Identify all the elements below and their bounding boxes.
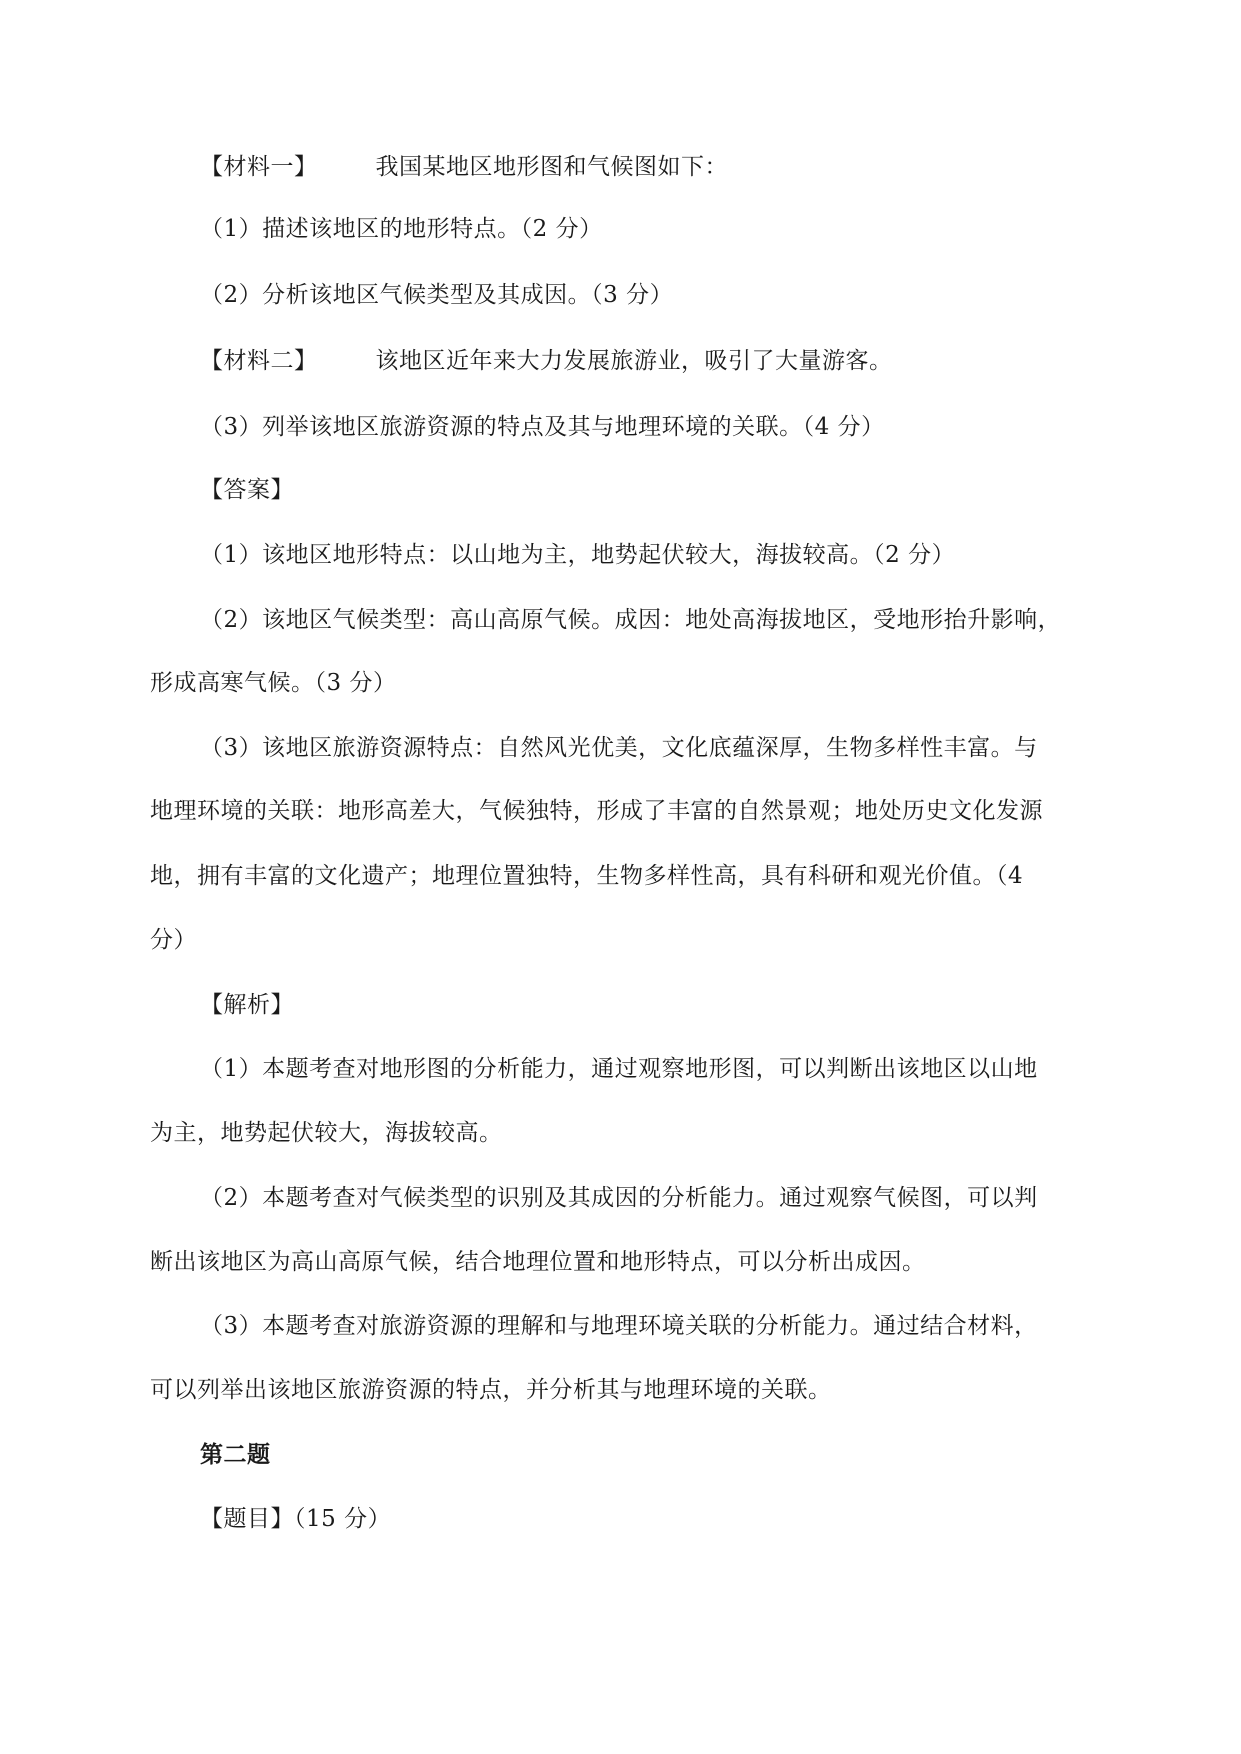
section-2-title: 第二题	[200, 1441, 271, 1468]
material-2-label: 【材料二】	[200, 348, 318, 374]
material-1-text: 我国某地区地形图和气候图如下：	[375, 154, 728, 180]
material-1-label: 【材料一】	[200, 154, 318, 180]
question-3: （3）列举该地区旅游资源的特点及其与地理环境的关联。（4 分）	[200, 414, 885, 440]
analysis-1-line-2: 为主，地势起伏较大，海拔较高。	[150, 1120, 503, 1146]
question-1: （1）描述该地区的地形特点。（2 分）	[200, 216, 603, 242]
answer-3-line-3: 地，拥有丰富的文化遗产；地理位置独特，生物多样性高，具有科研和观光价值。（4	[150, 863, 1024, 889]
analysis-2-line-1: （2）本题考查对气候类型的识别及其成因的分析能力。通过观察气候图，可以判	[200, 1185, 1038, 1211]
analysis-heading: 【解析】	[200, 992, 294, 1018]
answer-3-line-1: （3）该地区旅游资源特点：自然风光优美，文化底蕴深厚，生物多样性丰富。与	[200, 735, 1038, 761]
answer-1: （1）该地区地形特点：以山地为主，地势起伏较大，海拔较高。（2 分）	[200, 542, 956, 568]
analysis-2-line-2: 断出该地区为高山高原气候，结合地理位置和地形特点，可以分析出成因。	[150, 1249, 926, 1275]
answer-2-line-2: 形成高寒气候。（3 分）	[150, 670, 397, 696]
answer-2-line-1: （2）该地区气候类型：高山高原气候。成因：地处高海拔地区，受地形抬升影响，	[200, 607, 1062, 633]
analysis-3-line-1: （3）本题考查对旅游资源的理解和与地理环境关联的分析能力。通过结合材料，	[200, 1313, 1038, 1339]
analysis-1-line-1: （1）本题考查对地形图的分析能力，通过观察地形图，可以判断出该地区以山地	[200, 1056, 1038, 1082]
material-2-text: 该地区近年来大力发展旅游业，吸引了大量游客。	[375, 348, 893, 374]
material-1-line	[200, 152, 728, 182]
analysis-3-line-2: 可以列举出该地区旅游资源的特点，并分析其与地理环境的关联。	[150, 1377, 832, 1403]
answer-3-line-4: 分）	[150, 927, 197, 953]
material-2-line	[200, 346, 893, 376]
answer-3-line-2: 地理环境的关联：地形高差大，气候独特，形成了丰富的自然景观；地处历史文化发源	[150, 798, 1043, 824]
answer-heading: 【答案】	[200, 477, 294, 503]
question-2: （2）分析该地区气候类型及其成因。（3 分）	[200, 282, 674, 308]
section-2-prompt: 【题目】（15 分）	[200, 1506, 392, 1532]
